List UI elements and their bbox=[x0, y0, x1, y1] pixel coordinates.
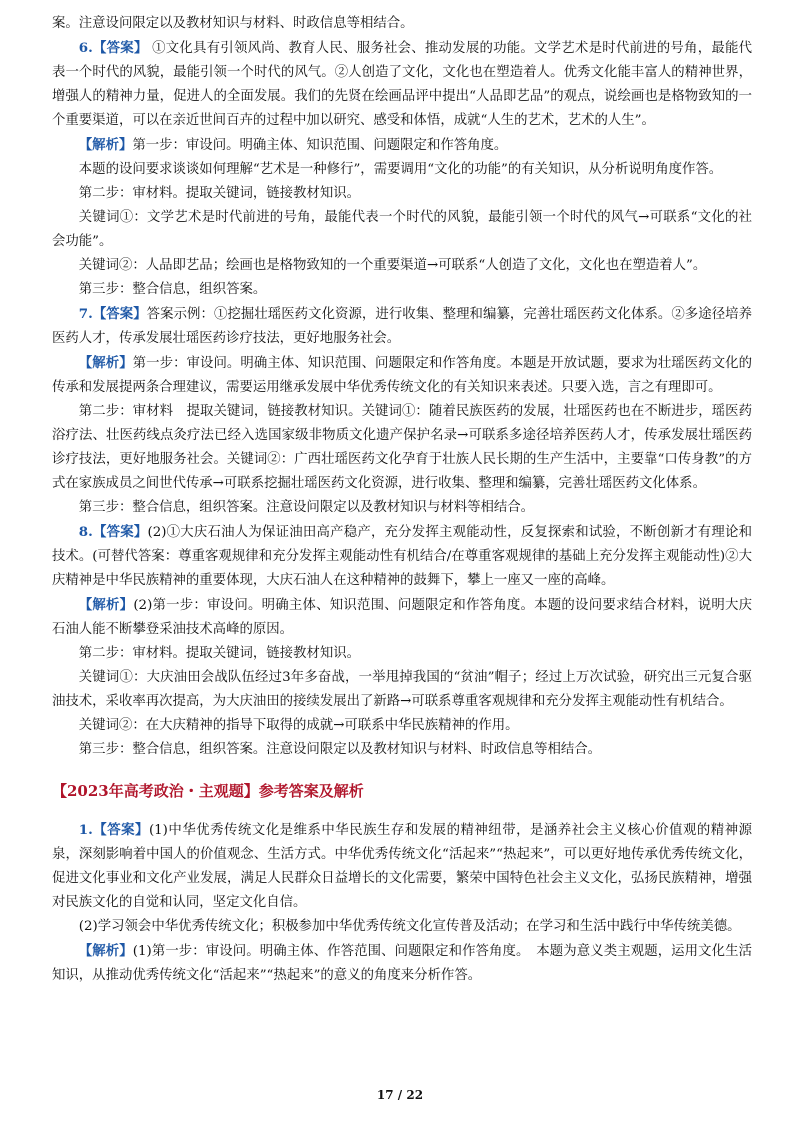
answer-text: (1)中华优秀传统文化是维系中华民族生存和发展的精神纽带，是涵养社会主义核心价值观的精神源泉，深刻影响着中国人的价值观念、生活方式。中华优秀传统文化“活起来”“热起来”，可以更好地传承优秀传统文化，促进文化事业和文化产业发展，满足人民群众日益增长的文化需要，繁荣中国特色社会主义文化，弘扬民族精神，增强对民族文化的自觉和认同，坚定文化自信。 bbox=[52, 823, 753, 910]
answer-text: 答案示例：①挖掘壮瑶医药文化资源，进行收集、整理和编纂，完善壮瑶医药文化体系。②多途径培养医药人才，传承发展壮瑶医药诊疗技法，更好地服务社会。 bbox=[52, 307, 753, 346]
question-number: 6. bbox=[78, 40, 93, 56]
question-7-answer bbox=[52, 302, 752, 351]
section-title: 【2023年高考政治・主观题】 bbox=[52, 782, 259, 800]
answer-tag: 【答案】 bbox=[92, 306, 147, 322]
analysis-paragraph: 第三步：整合信息，组织答案。注意设问限定以及教材知识与材料、时政信息等相结合。 bbox=[78, 742, 602, 757]
answer-tag: 【答案】 bbox=[92, 822, 149, 838]
analysis-tag: 【解析】 bbox=[78, 137, 133, 153]
analysis-paragraph: 第二步：审材料。提取关键词，链接教材知识。 bbox=[78, 186, 360, 201]
analysis-paragraph: 关键词①：大庆油田会战队伍经过3年多奋战，一举甩掉我国的“贫油”帽子；经过上万次试验，研究出三元复合驱油技术，采收率再次提高，为大庆油田的接续发展出了新路→可联系尊重客观规律和充分发挥主观能动性有机结合。 bbox=[52, 670, 752, 709]
question-number: 8. bbox=[78, 524, 93, 540]
question-1-answer bbox=[52, 818, 752, 915]
question-8-answer bbox=[52, 520, 752, 593]
analysis-tag: 【解析】 bbox=[78, 597, 134, 613]
question-8-analysis bbox=[52, 593, 752, 642]
analysis-paragraph: 关键词②：在大庆精神的指导下取得的成就→可联系中华民族精神的作用。 bbox=[78, 718, 519, 733]
analysis-paragraph: 第三步：整合信息，组织答案。 bbox=[78, 282, 267, 297]
answer-text: ①文化具有引领风尚、教育人民、服务社会、推动发展的功能。文学艺术是时代前进的号角，最能代表一个时代的风貌，最能引领一个时代的风气。②人创造了文化，文化也在塑造着人。优秀文化能丰富人的精神世界，增强人的精神力量，促进人的全面发展。我们的先贤在绘画品评中提出“人品即艺品”的观点，说绘画也是格物致知的一个重要渠道，可以在亲近世间百卉的过程中加以研究、感受和体悟，成就“人生的艺术，艺术的人生”。 bbox=[52, 41, 753, 128]
analysis-paragraph: 第三步：整合信息，组织答案。注意设问限定以及教材知识与材料等相结合。 bbox=[78, 500, 535, 515]
page-number: 17 / 22 bbox=[376, 1088, 424, 1102]
analysis-paragraph: 第二步：审材料。提取关键词，链接教材知识。 bbox=[78, 646, 360, 661]
answer-tag: 【答案】 bbox=[92, 524, 148, 540]
answer-text: (2)①大庆石油人为保证油田高产稳产，充分发挥主观能动性，反复探索和试验，不断创新才有理论和技术。(可替代答案：尊重客观规律和充分发挥主观能动性有机结合/在尊重客观规律的基础上充分发挥主观能动性)②大庆精神是中华民族精神的重要体现，大庆石油人在这种精神的鼓舞下，攀上一座又一座的高峰。 bbox=[52, 525, 753, 588]
question-number: 7. bbox=[78, 306, 93, 322]
question-7-analysis bbox=[52, 351, 752, 400]
page-content bbox=[52, 12, 752, 988]
answer-paragraph: (2)学习领会中华优秀传统文化；积极参加中华优秀传统文化宣传普及活动；在学习和生活中践行中华传统美德。 bbox=[78, 919, 741, 934]
analysis-text: (2)第一步：审设问。明确主体、知识范围、问题限定和作答角度。本题的设问要求结合材料，说明大庆石油人能不断攀登采油技术高峰的原因。 bbox=[52, 598, 753, 637]
analysis-text: 第一步：审设问。明确主体、知识范围、问题限定和作答角度。 bbox=[132, 138, 508, 153]
section-suffix: 参考答案及解析 bbox=[258, 782, 364, 800]
analysis-text: 第一步：审设问。明确主体、知识范围、问题限定和作答角度。本题是开放试题，要求为壮瑶医药文化的传承和发展提两条合理建议，需要运用继承发展中华优秀传统文化的有关知识来表述。只要入选，言之有理即可。 bbox=[52, 356, 753, 395]
paragraph: 案。注意设问限定以及教材知识与材料、时政信息等相结合。 bbox=[52, 16, 414, 31]
analysis-paragraph: 本题的设问要求谈谈如何理解“艺术是一种修行”，需要调用“文化的功能”的有关知识，从分析说明角度作答。 bbox=[78, 162, 723, 177]
analysis-paragraph: 关键词①：文学艺术是时代前进的号角，最能代表一个时代的风貌，最能引领一个时代的风气→可联系“文化的社会功能”。 bbox=[52, 210, 752, 249]
question-6-analysis bbox=[52, 133, 752, 158]
question-number: 1. bbox=[78, 822, 93, 838]
question-6-answer bbox=[52, 36, 752, 133]
analysis-tag: 【解析】 bbox=[78, 943, 133, 959]
section-heading bbox=[52, 778, 752, 804]
analysis-paragraph: 关键词②：人品即艺品；绘画也是格物致知的一个重要渠道→可联系“人创造了文化，文化也在塑造着人”。 bbox=[78, 258, 707, 273]
analysis-paragraph: 第二步：审材料 提取关键词，链接教材知识。关键词①：随着民族医药的发展，壮瑶医药也在不断进步，瑶医药浴疗法、壮医药线点灸疗法已经入选国家级非物质文化遗产保护名录→可联系多途径培养医药人才，传承发展壮瑶医药诊疗技法，更好地服务社会。关键词②：广西壮瑶医药文化孕育于壮族人民长期的生产生活中，主要靠“口传身教”的方式在家族成员之间世代传承→可联系挖掘壮瑶医药文化资源，进行收集、整理和编纂，完善壮瑶医药文化体系。 bbox=[52, 404, 752, 491]
analysis-text: (1)第一步：审设问。明确主体、作答范围、问题限定和作答角度。 本题为意义类主观题，运用文化生活知识，从推动优秀传统文化“活起来”“热起来”的意义的角度来分析作答。 bbox=[52, 944, 753, 983]
question-1-analysis bbox=[52, 939, 752, 988]
analysis-tag: 【解析】 bbox=[78, 355, 133, 371]
answer-tag: 【答案】 bbox=[92, 40, 148, 56]
